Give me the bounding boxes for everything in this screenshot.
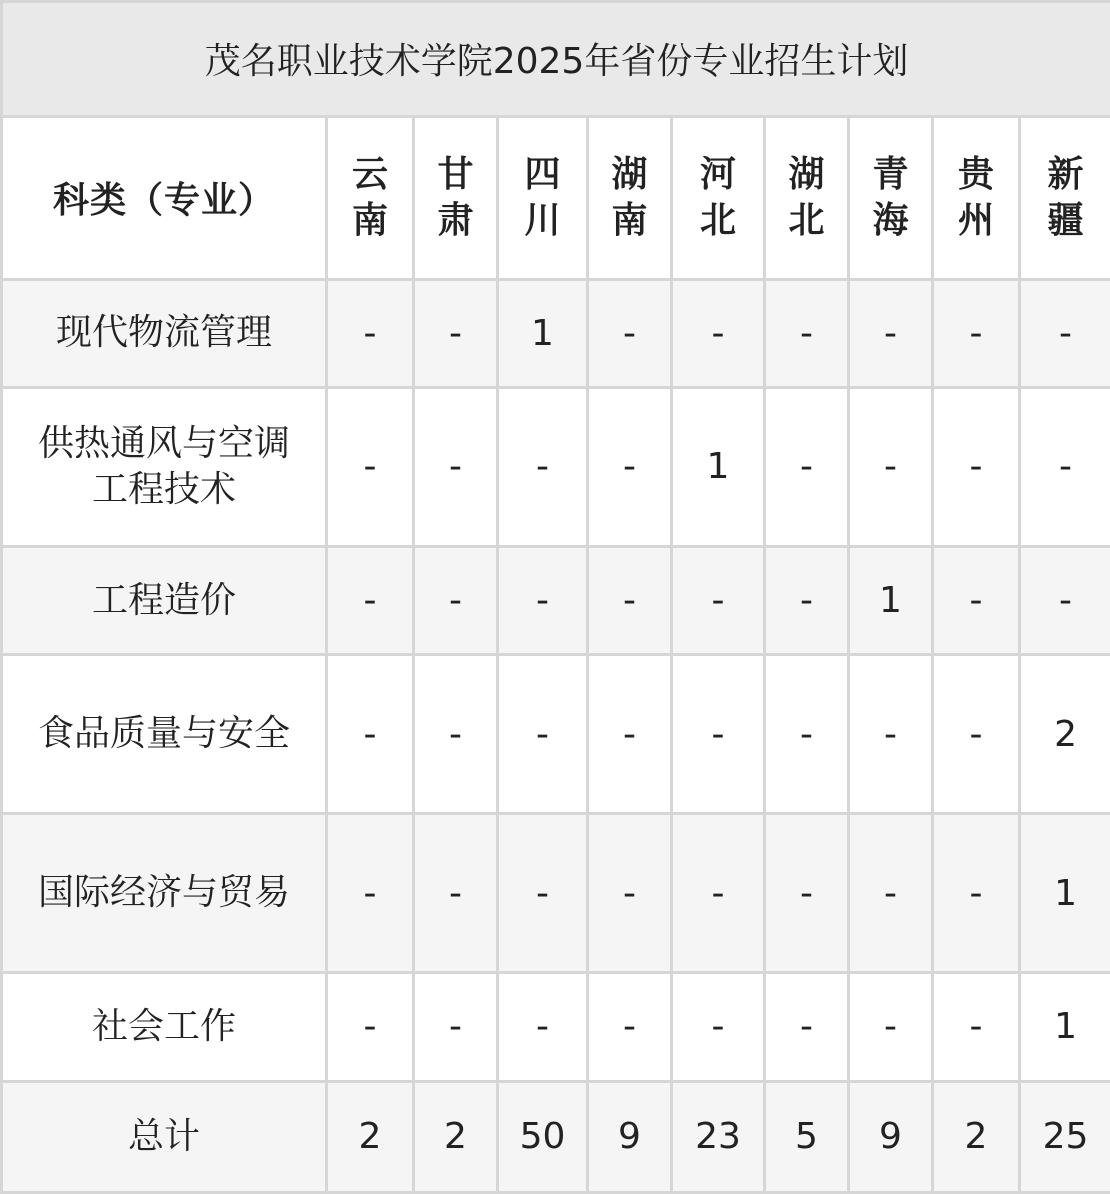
major-name: 供热通风与空调工程技术 [2,387,327,546]
total-count: 2 [327,1081,414,1193]
province-header-xinjiang [1020,116,1110,279]
plan-count: - [672,279,765,387]
plan-count: - [672,814,765,973]
plan-count: - [933,655,1020,814]
plan-count: - [765,546,849,654]
plan-count: 1 [849,546,933,654]
plan-count: - [765,973,849,1081]
plan-count: - [327,279,414,387]
total-count: 23 [672,1081,765,1193]
table-row [2,279,1110,387]
plan-count: - [672,546,765,654]
total-count: 5 [765,1081,849,1193]
total-count: 25 [1020,1081,1110,1193]
plan-count: - [414,814,498,973]
plan-count: - [414,655,498,814]
plan-count: - [588,546,672,654]
plan-count: - [672,655,765,814]
plan-count: - [933,546,1020,654]
total-count: 9 [588,1081,672,1193]
plan-count: - [327,387,414,546]
province-name: 青海 [872,153,909,241]
total-label: 总计 [2,1081,327,1193]
total-count: 2 [933,1081,1020,1193]
plan-count: - [588,973,672,1081]
province-name: 贵州 [957,153,994,241]
plan-count: - [327,546,414,654]
plan-count: - [1020,279,1110,387]
total-count: 50 [498,1081,588,1193]
table-row [2,655,1110,814]
table-title: 茂名职业技术学院2025年省份专业招生计划 [2,2,1110,117]
plan-count: - [849,973,933,1081]
major-name: 现代物流管理 [2,279,327,387]
province-name: 云南 [351,153,388,241]
plan-count: 1 [1020,973,1110,1081]
province-name: 四川 [524,153,561,241]
plan-count: - [933,973,1020,1081]
table-row [2,387,1110,546]
province-name: 湖北 [788,153,825,241]
plan-count: 1 [498,279,588,387]
table-row [2,973,1110,1081]
plan-count: - [414,973,498,1081]
header-row [2,116,1110,279]
major-name: 国际经济与贸易 [2,814,327,973]
plan-count: - [765,387,849,546]
plan-count: - [933,279,1020,387]
plan-count: - [588,387,672,546]
table-row [2,814,1110,973]
plan-count: - [498,973,588,1081]
plan-count: - [414,546,498,654]
plan-count: - [588,655,672,814]
plan-count: - [849,279,933,387]
plan-count: - [414,387,498,546]
plan-count: - [849,814,933,973]
province-name: 河北 [699,153,736,241]
total-row [2,1081,1110,1193]
province-header-qinghai [849,116,933,279]
plan-count: - [765,655,849,814]
total-count: 9 [849,1081,933,1193]
plan-count: - [765,279,849,387]
plan-count: - [933,814,1020,973]
total-count: 2 [414,1081,498,1193]
province-header-sichuan [498,116,588,279]
plan-count: - [849,655,933,814]
province-header-hebei [672,116,765,279]
plan-count: 1 [1020,814,1110,973]
plan-count: - [588,814,672,973]
plan-count: 1 [672,387,765,546]
major-name: 食品质量与安全 [2,655,327,814]
province-header-yunnan [327,116,414,279]
plan-count: - [327,655,414,814]
plan-count: - [672,973,765,1081]
plan-count: - [1020,546,1110,654]
plan-count: - [1020,387,1110,546]
plan-count: 2 [1020,655,1110,814]
major-name: 工程造价 [2,546,327,654]
major-name: 社会工作 [2,973,327,1081]
province-name: 湖南 [611,153,648,241]
province-header-gansu [414,116,498,279]
plan-count: - [498,655,588,814]
plan-count: - [498,814,588,973]
province-name: 新疆 [1047,153,1084,241]
province-header-hunan [588,116,672,279]
major-column-header: 科类（专业） [2,116,327,279]
plan-count: - [588,279,672,387]
plan-count: - [765,814,849,973]
province-header-guizhou [933,116,1020,279]
plan-count: - [498,387,588,546]
plan-count: - [414,279,498,387]
table-row [2,546,1110,654]
plan-count: - [849,387,933,546]
province-name: 甘肃 [437,153,474,241]
plan-count: - [498,546,588,654]
province-header-hubei [765,116,849,279]
plan-count: - [327,814,414,973]
plan-count: - [933,387,1020,546]
plan-count: - [327,973,414,1081]
